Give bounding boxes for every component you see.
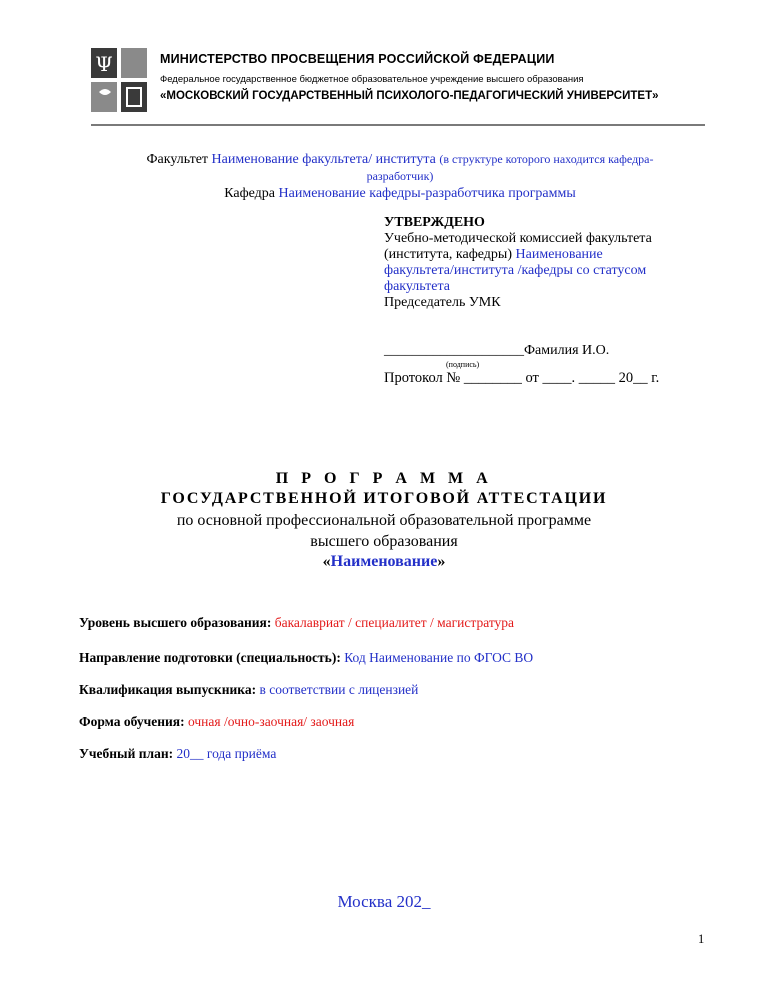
ministry-name: МИНИСТЕРСТВО ПРОСВЕЩЕНИЯ РОССИЙСКОЙ ФЕДЕРАЦИИ	[160, 52, 555, 66]
program-level: высшего образования	[310, 533, 458, 550]
approval-line2: (института, кафедры)	[384, 247, 513, 262]
university-name: «МОСКОВСКИЙ ГОСУДАРСТВЕННЫЙ ПСИХОЛОГО-ПЕДАГОГИЧЕСКИЙ УНИВЕРСИТЕТ»	[160, 90, 659, 102]
svg-text:Ψ: Ψ	[95, 52, 113, 76]
field-value: бакалавриат / специалитет / магистратура	[274, 615, 515, 630]
approval-line2-blue: Наименование	[515, 247, 603, 262]
approval-title: УТВЕРЖДЕНО	[384, 215, 485, 230]
field-label: Направление подготовки (специальность):	[79, 650, 341, 665]
university-logo	[91, 48, 147, 112]
signature-caption: (подпись)	[446, 360, 480, 369]
program-title: П Р О Г Р А М М А	[275, 470, 493, 487]
field-study-form	[79, 714, 354, 730]
approval-line1: Учебно-методической комиссией факультета	[384, 231, 652, 246]
field-value: Код Наименование по ФГОС ВО	[344, 650, 534, 665]
faculty-note-cont: разработчик)	[366, 169, 434, 183]
faculty-note: (в структуре которого находится кафедра-	[439, 152, 654, 166]
protocol-line: Протокол № ________ от ____. _____ 20__ г.	[384, 370, 660, 386]
field-label: Учебный план:	[79, 746, 174, 761]
field-label: Квалификация выпускника:	[79, 682, 257, 697]
quote-close: »	[437, 553, 446, 570]
department-value: Наименование кафедры-разработчика программы	[278, 186, 576, 201]
institution-type: Федеральное государственное бюджетное образовательное учреждение высшего образования	[160, 74, 584, 85]
department-label: Кафедра	[224, 186, 276, 201]
field-value: 20__ года приёма	[176, 746, 277, 761]
quote-open: «	[322, 553, 331, 570]
header-divider	[91, 124, 705, 126]
faculty-label: Факультет	[146, 152, 209, 167]
page-number: 1	[698, 932, 705, 946]
field-curriculum	[79, 746, 276, 762]
approval-block	[384, 215, 714, 311]
program-description: по основной профессиональной образовательной программе	[176, 512, 592, 529]
field-value: в соответствии с лицензией	[259, 682, 419, 697]
approval-line4: факультета	[384, 279, 450, 294]
field-direction	[79, 650, 533, 666]
program-subtitle: ГОСУДАРСТВЕННОЙ ИТОГОВОЙ АТТЕСТАЦИИ	[160, 490, 608, 507]
field-qualification	[79, 682, 418, 698]
field-education-level	[79, 615, 514, 631]
faculty-value: Наименование факультета/ института	[211, 152, 436, 167]
approval-line3: факультета/института /кафедры со статусом	[384, 263, 647, 278]
signature-line: ____________________Фамилия И.О.	[384, 343, 610, 358]
field-label: Форма обучения:	[79, 714, 185, 729]
city-year: Москва 202_	[337, 892, 431, 911]
field-value: очная /очно-заочная/ заочная	[187, 714, 355, 729]
program-name	[0, 553, 768, 571]
approval-chair: Председатель УМК	[384, 295, 501, 310]
field-label: Уровень высшего образования:	[79, 615, 272, 630]
program-name-value: Наименование	[330, 553, 438, 570]
faculty-block	[100, 151, 700, 202]
